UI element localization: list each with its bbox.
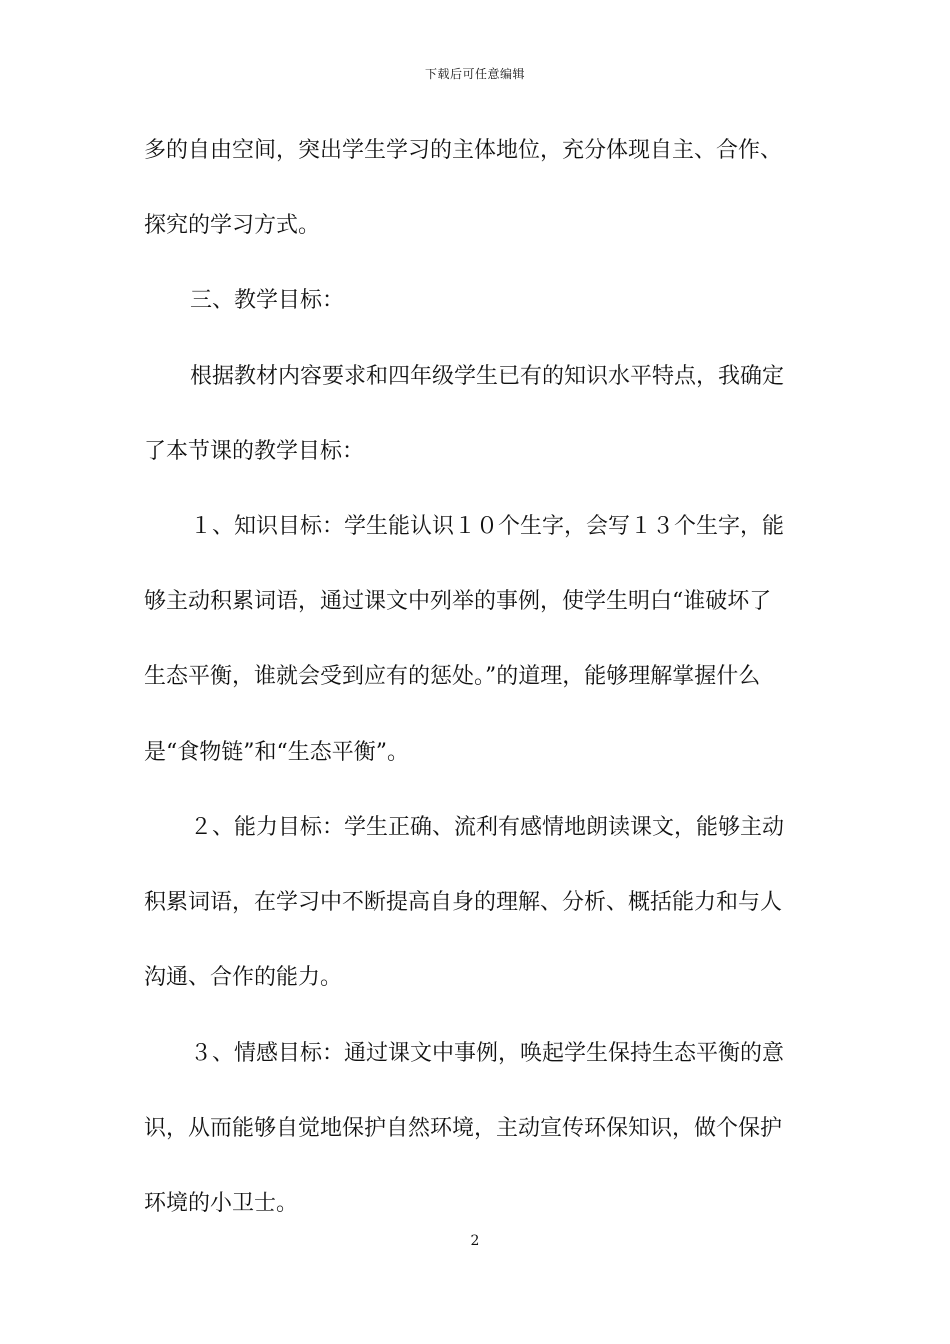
text-line: 环境的小卫士。 [144, 1191, 299, 1216]
text-line: 了本节课的教学目标： [144, 439, 365, 464]
text-line: 积累词语，在学习中不断提高自身的理解、分析、概括能力和与人 [144, 890, 783, 915]
text-line: 够主动积累词语，通过课文中列举的事例，使学生明白“谁破坏了 [144, 589, 772, 614]
text-line: 探究的学习方式。 [144, 213, 321, 238]
page-number: 2 [470, 1233, 480, 1249]
text-line: ３、情感目标：通过课文中事例，唤起学生保持生态平衡的意 [190, 1041, 785, 1066]
text-line: 是“食物链”和“生态平衡”。 [144, 740, 409, 765]
page-header-note: 下载后可任意编辑 [424, 67, 525, 81]
text-line: 识，从而能够自觉地保护自然环境，主动宣传环保知识，做个保护 [144, 1116, 783, 1141]
text-line: 沟通、合作的能力。 [144, 965, 343, 990]
text-line: ２、能力目标：学生正确、流利有感情地朗读课文，能够主动 [190, 815, 785, 840]
text-line: 多的自由空间，突出学生学习的主体地位，充分体现自主、合作、 [144, 138, 783, 163]
text-line: 根据教材内容要求和四年级学生已有的知识水平特点，我确定 [190, 364, 785, 389]
section-heading: 三、教学目标： [190, 288, 345, 313]
text-line: 生态平衡，谁就会受到应有的惩处。”的道理，能够理解掌握什么 [144, 664, 761, 689]
text-line: １、知识目标：学生能认识１０个生字，会写１３个生字，能 [190, 514, 785, 539]
